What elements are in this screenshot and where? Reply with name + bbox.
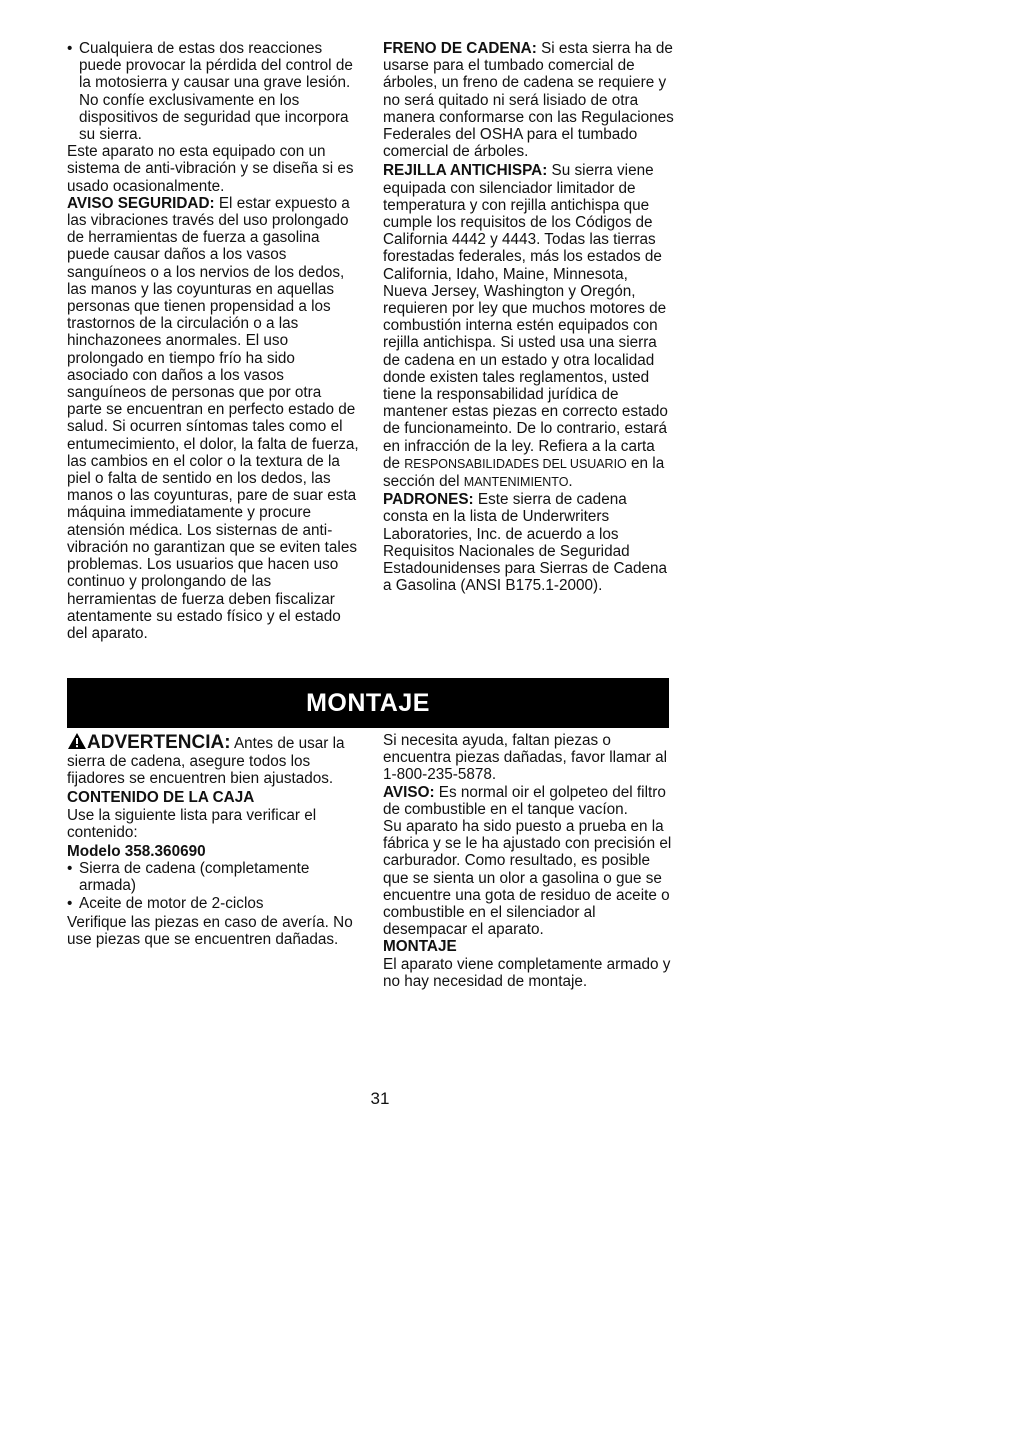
verifique-text: Verifique las piezas en caso de avería. No use piezas que se encuentren dañadas.	[67, 913, 353, 949]
aviso-seguridad-text: El estar expuesto a las vibraciones través del uso prolongado de herramientas de fuerza a gasolina puede causar daños a los vasos sanguíneos o a los nervios de los dedos, las manos y las coyunturas en aquellas personas que tienen propensidad a los trastornos de la circulación o a las hinchazonees anormales. El uso prolongado en tiempo frío ha sido asociado con daños a los vasos sanguíneos de personas que por otra parte se encuentran en perfecto estado de salud. Si ocurren síntomas tales como el entumecimiento, el dolor, la falta de fuerza, las cambios en el color o la textura de la piel o falta de sentido en los dedos, las manos o las coyunturas, pare de suar esta máquina immediatamente y procure atensión médica. Los sisternas de anti-vibración no garantizan que se eviten tales problemas. Los usuarios que hacen uso continuo y prolongando de las herramientas de fuerza deben fiscalizar atentamente su estado físico y el estado del aparato.	[67, 194, 359, 642]
right-column-bottom	[383, 732, 675, 990]
aviso-seguridad-paragraph	[67, 195, 359, 642]
padrones-paragraph	[383, 491, 675, 594]
rejilla-label: REJILLA ANTICHISPA:	[383, 162, 548, 180]
contenido-text: Use la siguiente lista para verificar el contenido:	[67, 806, 317, 841]
montaje-banner: MONTAJE	[67, 678, 669, 728]
ayuda-text: Si necesita ayuda, faltan piezas o encuentra piezas dañadas, favor llamar al 1-800-235-5878.	[383, 732, 668, 784]
left-column-top	[67, 40, 359, 642]
padrones-label: PADRONES:	[383, 491, 474, 509]
bullet-icon: •	[67, 40, 73, 57]
contenido-heading: CONTENIDO DE LA CAJA	[67, 789, 255, 807]
bullet-icon: •	[67, 894, 73, 912]
bullet-icon: •	[67, 860, 73, 878]
list-item: • Sierra de cadena (completamente armada)	[67, 860, 310, 895]
aviso-label: AVISO:	[383, 783, 435, 801]
aviso-seguridad-label: AVISO SEGURIDAD:	[67, 194, 215, 212]
right-column-top	[383, 40, 675, 595]
list-item: • Aceite de motor de 2-ciclos	[67, 894, 264, 912]
rejilla-end: .	[568, 473, 573, 491]
warning-label: ADVERTENCIA:	[87, 732, 231, 753]
anti-vibration-paragraph: Este aparato no esta equipado con un sistema de anti-vibración y se diseña si es usado ocasionalmente.	[67, 143, 354, 195]
page-number: 31	[370, 1089, 390, 1108]
montaje-text: El aparato viene completamente armado y no hay necesidad de montaje.	[383, 955, 671, 990]
left-column-bottom	[67, 732, 359, 948]
aviso-paragraph	[383, 784, 675, 818]
warning-triangle-icon	[67, 732, 87, 750]
aviso-text: Es normal oir el golpeteo del filtro de combustible en el tanque vacíon.	[383, 783, 666, 818]
freno-text: Si esta sierra ha de usarse para el tumbado comercial de árboles, un freno de cadena se requiere y no será quitado ni será lisiado de otra manera conformarse con las Regulaciones Federales del OSHA para el tumbado comercial de árboles.	[383, 40, 674, 161]
rejilla-text-2: en la sección del	[383, 454, 665, 491]
padrones-text: Este sierra de cadena consta en la lista de Underwriters Laboratories, Inc. de acuerdo a los Requisitos Nacionales de Seguridad Estadounidenses para Sierras de Cadena a Gasolina (ANSI B175.1-2000).	[383, 491, 668, 595]
freno-paragraph	[383, 40, 675, 160]
warning-paragraph	[67, 732, 359, 787]
kickback-bullet: • Cualquiera de estas dos reacciones puede provocar la pérdida del control de la motosierra y causar una grave lesión. No confíe exclusivamente en los dispositivos de seguridad que incorpora su sierra.	[67, 40, 353, 144]
probado-text: Su aparato ha sido puesto a prueba en la fábrica y se le ha ajustado con precisión el carburador. Como resultado, es posible que se sienta un olor a gasolina o gue se encuentre una gota de residuo de aceite o combustible en el silenciador al desempacar el aparato.	[383, 818, 672, 939]
rejilla-paragraph	[383, 162, 675, 491]
warning-text: Antes de usar la sierra de cadena, asegure todos los fijadores se encuentren bien ajustados.	[67, 735, 345, 788]
rejilla-text: Su sierra viene equipada con silenciador limitador de temperatura y con rejilla antichispa que cumple los requisitos de los Códigos de California 4442 y 4443. Todas las tierras forestadas federales, más los estados de California, Idaho, Maine, Minnesota, Nueva Jersey, Washington y Oregón, requieren por ley que muchos motores de combustión interna estén equipados con rejilla antichispa. Si usted usa una sierra de cadena en un estado y otra localidad donde existen tales reglamentos, usted tiene la responsabilidad jurídica de mantener estas piezas en correcto estado de funcionameinto. De lo contrario, estará en infracción de la ley. Refiera a la carta de	[383, 162, 668, 472]
freno-label: FRENO DE CADENA:	[383, 40, 537, 57]
montaje-heading: MONTAJE	[383, 938, 457, 956]
modelo-heading: Modelo 358.360690	[67, 843, 206, 861]
rejilla-ref-mantenimiento: MANTENIMIENTO	[463, 475, 569, 490]
rejilla-ref-usuario: RESPONSABILIDADES DEL USUARIO	[404, 456, 627, 471]
